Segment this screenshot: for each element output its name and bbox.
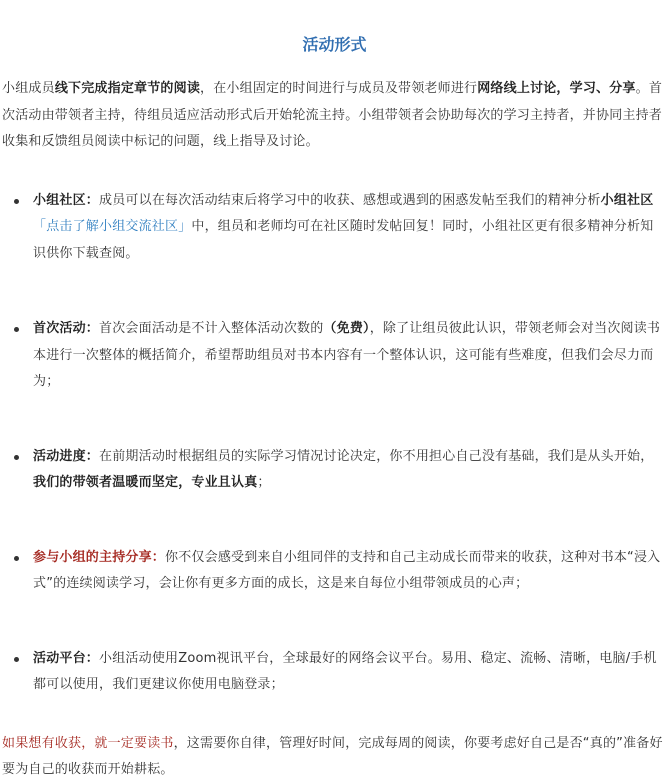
item-label: 参与小组的主持分享： [33, 549, 166, 565]
item-text: 你不仅会感受到来自小组同伴的支持和自己主动成长而带来的收获，这种对书本“浸入式”的连续阅读学习，会让你有更多方面的成长，这是来自每位小组带领成员的心声； [33, 549, 661, 591]
item-bold: （免费） [323, 321, 370, 336]
bullet-icon [14, 199, 19, 204]
bullet-icon [14, 455, 19, 460]
intro-paragraph [2, 76, 664, 156]
item-label: 小组社区： [33, 192, 100, 208]
intro-text-2: ，在小组固定的时间进行与成员及带领老师进行 [200, 81, 478, 96]
list-item-platform [33, 646, 664, 699]
item-text: 成员可以在每次活动结束后将学习中的收获、感想或遇到的困惑发帖至我们的精神分析 [99, 192, 601, 208]
item-bold: 我们的带领者温暖而坚定，专业且认真 [33, 475, 258, 490]
closing-text: ，这需要你自律，管理好时间，完成每周的阅读，你要考虑好自己是否“真的”准备好要为自己的收获而开始耕耘。 [2, 735, 663, 777]
item-text: 在前期活动时根据组员的实际学习情况讨论决定，你不用担心自己没有基础，我们是从头开始， [99, 448, 654, 464]
item-label: 活动进度： [33, 448, 100, 464]
item-label: 活动平台： [33, 650, 100, 666]
closing-paragraph [2, 731, 664, 784]
item-text: ，除了让组员彼此认识，带领老师会对当次阅读书本进行一次整体的概括简介，希望帮助组员对书本内容有一个整体认识，这可能有些难度，但我们会尽力而为； [33, 321, 661, 389]
list-item-progress [33, 444, 664, 497]
item-text: ； [257, 475, 271, 490]
list-item-community [33, 188, 664, 268]
intro-text-3: 。首次活动由带领者主持，待组员适应活动形式后开始轮流主持。小组带领者会协助每次的学习主持者，并协同主持者收集和反馈组员阅读中标记的问题，线上指导及讨论。 [2, 81, 663, 149]
bullet-icon [14, 657, 19, 662]
bullet-icon [14, 556, 19, 561]
section-title: 活动形式 [302, 35, 367, 54]
list-item-hosting [33, 545, 664, 598]
activity-list [2, 188, 667, 699]
item-text: 中，组员和老师均可在社区随时发帖回复！同时，小组社区更有很多精神分析知识供你下载查阅。 [33, 219, 654, 261]
item-label: 首次活动： [33, 321, 100, 336]
community-link[interactable]: 「点击了解小组交流社区」 [33, 219, 192, 234]
closing-highlight: 如果想有收获，就一定要读书 [2, 735, 174, 751]
intro-text-1: 小组成员 [2, 81, 55, 96]
intro-bold-1: 线下完成指定章节的阅读 [54, 81, 201, 96]
list-item-first-session [33, 316, 664, 396]
item-text: 小组活动使用Zoom视讯平台，全球最好的网络会议平台。易用、稳定、流畅、清晰，电脑/手机都可以使用，我们更建议你使用电脑登录； [33, 650, 657, 692]
item-bold: 小组社区 [600, 192, 654, 208]
item-text: 首次会面活动是不计入整体活动次数的 [99, 321, 324, 336]
intro-bold-2: 网络线上讨论，学习、分享 [477, 81, 636, 96]
bullet-icon [14, 327, 19, 332]
